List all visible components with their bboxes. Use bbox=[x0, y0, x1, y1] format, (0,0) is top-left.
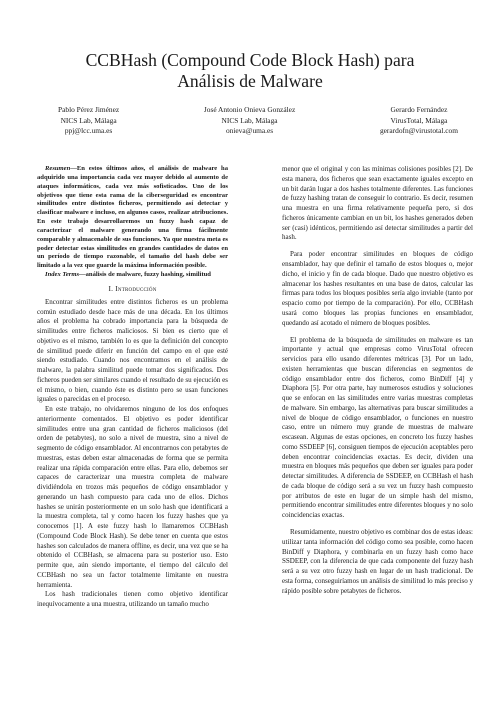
paragraph: Resumidamente, nuestro objetivo es combinar dos de estas ideas: utilizar tanta información del código como sea posible, como hacen BinDiff y Diaphora, y combinarla en un fuzzy hash como hace SSDEEP, con la diferencia de que cada componente del fuzzy hash será a su vez otro fuzzy hash en lugar de un hash tradicional. De esta forma, conseguiríamos un análisis de similitud lo más preciso y rápido posible sobre petabytes de ficheros. bbox=[282, 528, 473, 595]
author-email: ppj@lcc.uma.es bbox=[64, 126, 113, 135]
title-line-2: Análisis de Malware bbox=[177, 71, 323, 91]
author-name: José Antonio Onieva González bbox=[203, 105, 296, 114]
abstract-text: —En estos últimos años, el análisis de malware ha adquirido una importancia cada vez mayor debido al aumento de ataques informáticos, cada vez más sofisticados. Uno de los objetivos que tiene esta rama de la ciberseguridad es encontrar similitudes entre distintos ficheros, permitiendo así detectar y clasificar malware e incluso, en algunos casos, realizar atribuciones. En este trabajo desarrollaremos un fuzzy hash capaz de caracterizar el malware generando una firma fácilmente comparable y almacenable de sus funciones. Ya que nuestra meta es poder detectar estas similitudes en grandes cantidades de datos en un período de tiempo razonable, el tamaño del hash debe ser limitado a la vez que guarde la máxima información posible. bbox=[37, 165, 228, 270]
paragraph: menor que el original y con las mínimas colisiones posibles [2]. De esta manera, dos ficheros que sean exactamente iguales excepto en un bit darán lugar a dos hashes totalmente diferentes. Las funciones de fuzzy hashing tratan de conseguir lo contrario. Es decir, resumen una muestra en una firma relativamente pequeña pero, si dos ficheros únicamente cambian en un bit, los hashes generados deben ser (casi) idénticos, permitiendo así detectar similitudes a partir del hash. bbox=[282, 165, 473, 242]
author-1 bbox=[58, 105, 119, 137]
paragraph: El problema de la búsqueda de similitudes en malware es tan importante y actual que empresas como VirusTotal ofrecen servicios para ello usando diferentes métricas [3]. Por un lado, existen herramientas que buscan diferencias en segmentos de código ensamblador entre dos ficheros, como BinDiff [4] y Diaphora [5]. Por otra parte, hay numerosos estudios y soluciones que se enfocan en las similitudes entre varias muestras completas de malware. Sin embargo, las alternativas para buscar similitudes a nivel de bloque de código ensamblador, o funciones en nuestro caso, entre un número muy grande de muestras de malware escasean. Algunas de estas opciones, en concreto los fuzzy hashes como SSDEEP [6], consiguen tiempos de ejecución aceptables pero deben encontrar coincidencias exactas. Es decir, dividen una muestra en bloques más pequeños que deben ser iguales para poder detectar similitudes. A diferencia de SSDEEP, en CCBHash el hash de cada bloque de código será a su vez un fuzzy hash compuesto por atributos de este en lugar de un simple hash del mismo, permitiendo encontrar similitudes entre diferentes bloques y no solo coincidencias exactas. bbox=[282, 335, 473, 520]
title-line-1: CCBHash (Compound Code Block Hash) para bbox=[85, 50, 415, 70]
author-name: Gerardo Fernández bbox=[390, 105, 448, 114]
index-terms-label: Index Terms bbox=[45, 271, 80, 279]
author-affiliation: NICS Lab, Málaga bbox=[60, 115, 117, 125]
paragraph: Encontrar similitudes entre distintos ficheros es un problema común estudiado desde hace más de una década. En los últimos años el problema ha cobrado importancia para la búsqueda de similitudes entre ficheros maliciosos. Si bien es cierto que el objetivo es el mismo, también lo es que la definición del concepto de similitud puede diferir en función del campo en el que esté siendo estudiado. Cuando nos encontramos en el análisis de malware, la palabra similitud puede tomar dos significados. Dos ficheros pueden ser similares cuando el resultado de su ejecución es el mismo, o bien, cuando éste es distinto pero se usan funciones iguales o parecidas en el proceso. bbox=[37, 297, 228, 404]
paragraph: En este trabajo, no olvidaremos ninguno de los dos enfoques anteriormente comentados. El objetivo es poder identificar similitudes entre una gran cantidad de ficheros maliciosos (del orden de petabytes), no solo a nivel de muestra, sino a nivel de segmento de código ensamblador. Al encontrarnos con petabytes de muestras, estas deben estar almacenadas de forma que se permita realizar una rápida comparación entre ellas. Para ello, debemos ser capaces de caracterizar una muestra completa de malware dividiéndola en trozos más pequeños de código ensamblador y generando un hash compuesto para cada uno de ellos. Dichos hashes se unirán posteriormente en un solo hash que identificará a la muestra completa, tal y como hacen los fuzzy hashes que ya conocemos [1]. A este fuzzy hash lo llamaremos CCBHash (Compound Code Block Hash). Se debe tener en cuenta que estos hashes son calculados de manera offline, es decir, una vez que se ha obtenido el CCBHash, se almacena para su posterior uso. Esto permite que, aún siendo importante, el tiempo del cálculo del CCBHash no sea un factor totalmente limitante en nuestra herramienta. bbox=[37, 405, 228, 589]
abstract-label: Resumen bbox=[45, 165, 71, 172]
right-column bbox=[282, 165, 473, 596]
index-terms bbox=[37, 271, 228, 280]
section-number: I. bbox=[108, 283, 114, 293]
section-title: Introducción bbox=[115, 283, 157, 293]
author-block bbox=[58, 105, 458, 137]
left-column bbox=[37, 165, 228, 610]
author-name: Pablo Pérez Jiménez bbox=[58, 105, 120, 114]
author-email: gerardofn@virustotal.com bbox=[379, 126, 458, 135]
author-affiliation: VirusTotal, Málaga bbox=[390, 115, 448, 125]
paragraph: Para poder encontrar similitudes en bloques de código ensamblador, hay que definir el tamaño de estos bloques o, mejor dicho, el inicio y fin de cada bloque. Dado que nuestro objetivo es almacenar los hashes resultantes en una base de datos, calcular las firmas para todos los bloques posibles sería algo inviable (tanto por espacio como por tiempo de la comparación). Por ello, CCBHash usará como bloques las propias funciones en ensamblador, quedando así acotado el número de bloques posibles. bbox=[282, 250, 473, 327]
author-2 bbox=[204, 105, 295, 137]
author-email: onieva@uma.es bbox=[225, 126, 274, 135]
author-affiliation: NICS Lab, Málaga bbox=[221, 115, 278, 125]
paragraph: Los hash tradicionales tienen como objetivo identificar inequívocamente a una muestra, utilizando un tamaño mucho bbox=[37, 590, 228, 609]
section-heading bbox=[37, 283, 228, 294]
paper-title bbox=[0, 50, 500, 92]
index-terms-text: —análisis de malware, fuzzy hashing, similitud bbox=[79, 271, 211, 279]
abstract bbox=[37, 165, 228, 271]
author-3 bbox=[380, 105, 458, 137]
